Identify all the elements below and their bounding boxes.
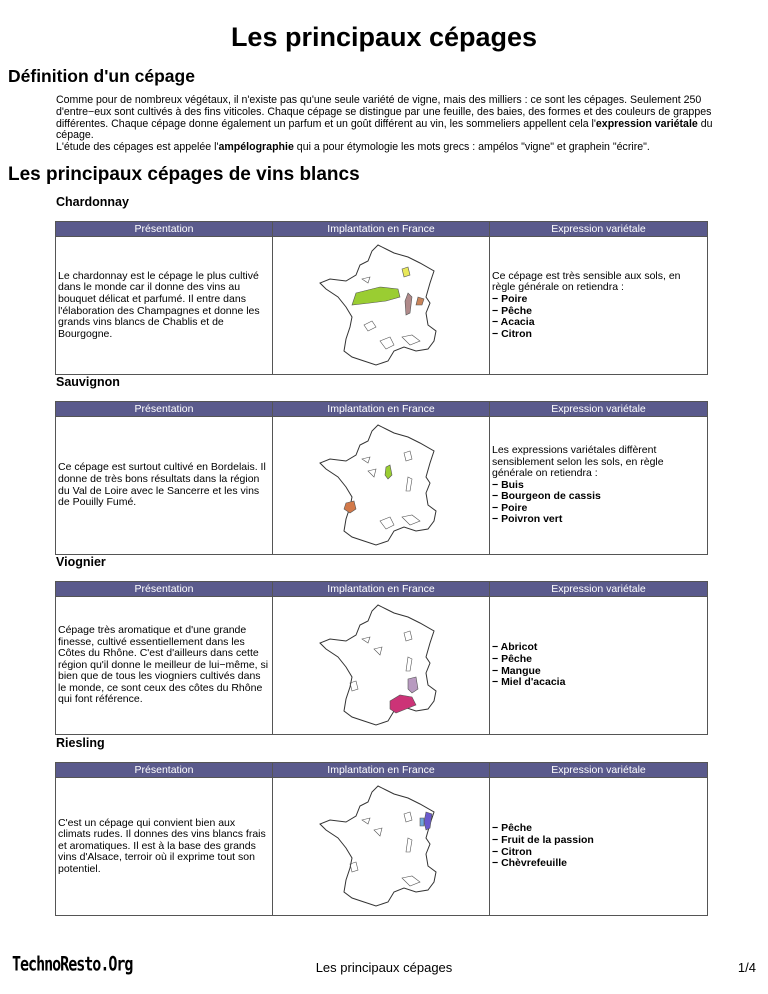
definition-p2-bold: ampélographie: [218, 141, 294, 154]
france-map-viognier: [316, 601, 446, 731]
list-item: − Poire: [492, 503, 705, 515]
list-item: − Miel d'acacia: [492, 677, 705, 689]
definition-paragraph-2: [56, 142, 726, 154]
table-row: [56, 417, 708, 555]
list-item: − Citron: [492, 847, 705, 859]
france-map-chardonnay: [316, 241, 446, 371]
grape-name-riesling: Riesling: [56, 736, 105, 750]
france-map-sauvignon: [316, 421, 446, 551]
list-item: − Buis: [492, 480, 705, 492]
expression-cell: [490, 597, 708, 735]
col-implantation: Implantation en France: [273, 222, 490, 237]
list-item: − Abricot: [492, 642, 705, 654]
list-item: − Chèvrefeuille: [492, 858, 705, 870]
presentation-cell: Le chardonnay est le cépage le plus cultivé dans le monde car il donne des vins au bouquet délicat et parfumé. Il entre dans l'élaboration des Champagnes et donne les grands vins blancs de Chablis et de Bourgogne.: [56, 237, 273, 375]
site-logo: TechnoResto.Org: [12, 952, 133, 976]
expression-intro: Ce cépage est très sensible aux sols, en règle générale on retiendra :: [492, 269, 681, 294]
grape-table-chardonnay: [55, 221, 708, 375]
list-item: − Poire: [492, 294, 705, 306]
table-row: [56, 597, 708, 735]
expression-cell: [490, 417, 708, 555]
definition-p1-end: du cépage.: [56, 117, 713, 142]
col-expression: Expression variétale: [490, 582, 708, 597]
col-implantation: Implantation en France: [273, 582, 490, 597]
aroma-list: [492, 294, 705, 340]
table-header-row: [56, 582, 708, 597]
presentation-cell: Cépage très aromatique et d'une grande finesse, cultivé essentiellement dans les Côtes du Rhône. C'est d'ailleurs dans cette région qu'il donne le meilleur de lui−même, si bien que de tous les viogniers cultivés dans le monde, ce sont ceux des côtes du Rhône qui font référence.: [56, 597, 273, 735]
grape-name-chardonnay: Chardonnay: [56, 195, 129, 209]
france-map-riesling: [316, 782, 446, 912]
table-row: [56, 237, 708, 375]
col-expression: Expression variétale: [490, 222, 708, 237]
definition-text: [56, 95, 726, 154]
expression-cell: [490, 778, 708, 916]
table-header-row: [56, 222, 708, 237]
presentation-cell: C'est un cépage qui convient bien aux climats rudes. Il donnes des vins blancs frais et aromatiques. Il est à la base des grands vins d'Alsace, terroir où il exprime tout son potentiel.: [56, 778, 273, 916]
page-title: Les principaux cépages: [230, 22, 538, 52]
table-header-row: [56, 402, 708, 417]
aroma-list: [492, 642, 705, 688]
list-item: − Mangue: [492, 666, 705, 678]
footer-title: Les principaux cépages: [315, 960, 453, 975]
list-item: − Pêche: [492, 306, 705, 318]
section-heading: Les principaux cépages de vins blancs: [8, 164, 360, 185]
france-map-cell: [273, 597, 490, 735]
list-item: − Acacia: [492, 317, 705, 329]
col-presentation: Présentation: [56, 402, 273, 417]
expression-intro: Les expressions variétales diffèrent sensiblement selon les sols, en règle générale on retiendra :: [492, 443, 664, 480]
list-item: − Pêche: [492, 654, 705, 666]
definition-p2-end: qui a pour étymologie les mots grecs : ampélos "vigne" et graphein "écrire".: [293, 141, 650, 154]
france-map-cell: [273, 417, 490, 555]
table-row: [56, 778, 708, 916]
col-implantation: Implantation en France: [273, 402, 490, 417]
col-implantation: Implantation en France: [273, 763, 490, 778]
grape-table-riesling: [55, 762, 708, 916]
definition-heading: Définition d'un cépage: [8, 66, 195, 86]
col-presentation: Présentation: [56, 222, 273, 237]
definition-p2-start: L'étude des cépages est appelée l': [56, 141, 219, 154]
list-item: − Bourgeon de cassis: [492, 491, 705, 503]
france-map-cell: [273, 237, 490, 375]
grape-table-sauvignon: [55, 401, 708, 555]
page-number: 1/4: [737, 960, 756, 975]
table-header-row: [56, 763, 708, 778]
definition-p1-start: Comme pour de nombreux végétaux, il n'existe pas qu'une seule variété de vigne, mais des milliers : ce sont les cépages. Seulement 250 d'entre−eux sont cultivés à des fins viticoles. Chaque cépage se distingue par une feuille, des baies, des formes et des couleurs de grappes différentes. Chaque cépage donne également un parfum et un goût différent au vin, les sommeliers appellent cela l': [56, 94, 712, 130]
col-presentation: Présentation: [56, 582, 273, 597]
definition-p1-bold: expression variétale: [595, 117, 698, 130]
presentation-cell: Ce cépage est surtout cultivé en Bordelais. Il donne de très bons résultats dans la région du Val de Loire avec le Sancerre et les vins de Pouilly Fumé.: [56, 417, 273, 555]
expression-cell: [490, 237, 708, 375]
aroma-list: [492, 823, 705, 869]
col-expression: Expression variétale: [490, 763, 708, 778]
list-item: − Pêche: [492, 823, 705, 835]
aroma-list: [492, 480, 705, 526]
col-presentation: Présentation: [56, 763, 273, 778]
definition-paragraph-1: [56, 95, 726, 142]
list-item: − Citron: [492, 329, 705, 341]
grape-table-viognier: [55, 581, 708, 735]
col-expression: Expression variétale: [490, 402, 708, 417]
france-map-cell: [273, 778, 490, 916]
list-item: − Fruit de la passion: [492, 835, 705, 847]
grape-name-sauvignon: Sauvignon: [56, 375, 120, 389]
list-item: − Poivron vert: [492, 514, 705, 526]
grape-name-viognier: Viognier: [56, 555, 106, 569]
